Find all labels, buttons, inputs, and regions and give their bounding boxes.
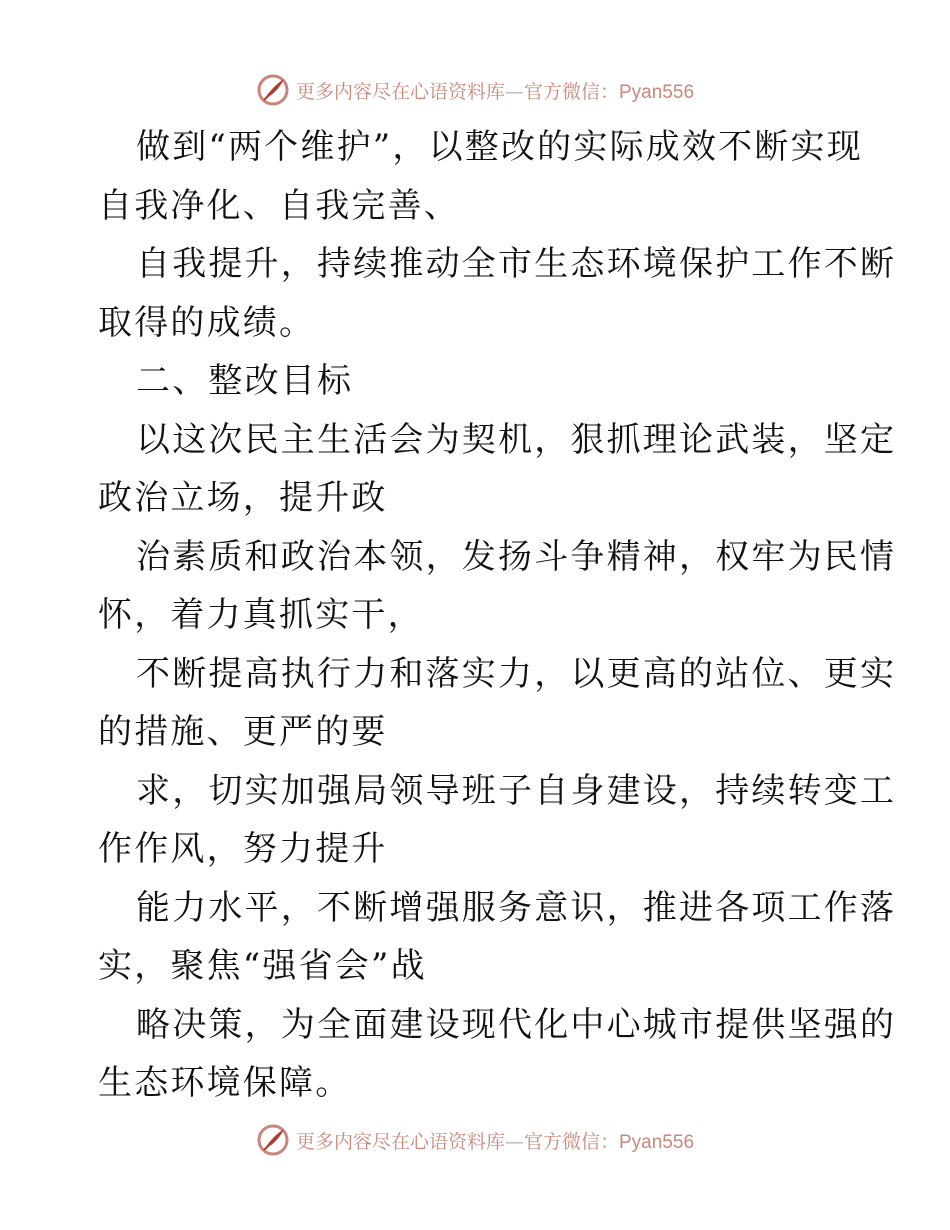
watermark-wechat-label: 官方微信： (523, 1130, 619, 1153)
watermark-wechat-id: Pyan556 (619, 81, 695, 103)
watermark-wechat-label: 官方微信： (523, 80, 619, 103)
text-line: 自我提升，持续推动全市生态环境保护工作不断 (136, 244, 897, 284)
text-line: 作作风，努力提升 (98, 829, 388, 869)
text-line: 政治立场，提升政 (98, 478, 388, 518)
feather-quill-logo-icon (256, 73, 290, 107)
text-line: 求，切实加强局领导班子自身建设，持续转变工 (136, 770, 897, 811)
section-heading: 二、整改目标 (136, 361, 354, 401)
text-line: 以这次民主生活会为契机，狠抓理论武装，坚定 (136, 419, 897, 460)
text-line: 生态环境保障。 (98, 1063, 352, 1103)
text-line: 怀，着力真抓实干， (98, 595, 424, 635)
watermark-separator: — (504, 80, 524, 103)
text-line: 治素质和政治本领，发扬斗争精神，权牢为民情 (136, 536, 897, 577)
watermark-brand: 更多内容尽在心语资料库 (295, 80, 505, 103)
text-line: 做到“两个维护”，以整改的实际成效不断实现 (136, 127, 863, 167)
watermark-separator: — (504, 1130, 524, 1153)
text-line: 的措施、更严的要 (98, 712, 388, 752)
text-line: 实，聚焦“强省会”战 (98, 946, 427, 986)
text-line: 不断提高执行力和落实力，以更高的站位、更实 (136, 653, 897, 694)
watermark-brand: 更多内容尽在心语资料库 (295, 1130, 505, 1153)
watermark-text (296, 1127, 694, 1154)
watermark-wechat-id: Pyan556 (619, 1131, 695, 1153)
footer-watermark (0, 1120, 950, 1160)
text-line: 自我净化、自我完善、 (98, 185, 460, 226)
text-line: 能力水平，不断增强服务意识，推进各项工作落 (136, 887, 897, 928)
watermark-text (296, 77, 694, 104)
feather-quill-logo-icon (256, 1123, 290, 1157)
header-watermark (0, 70, 950, 110)
text-line: 略决策，为全面建设现代化中心城市提供坚强的 (136, 1004, 897, 1045)
text-line: 取得的成绩。 (98, 302, 316, 343)
document-body (98, 118, 897, 1113)
